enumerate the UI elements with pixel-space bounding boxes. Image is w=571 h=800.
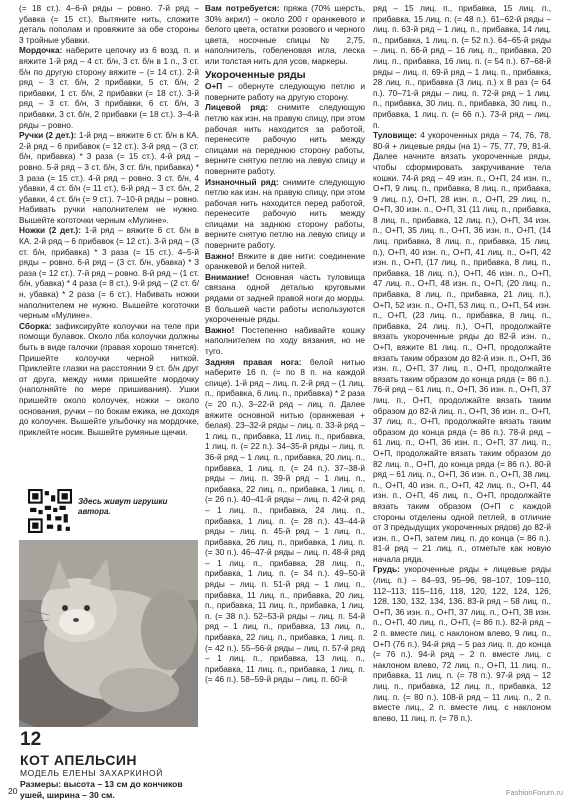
paragraph — [205, 357, 365, 685]
section-heading: Укороченные ряды — [205, 68, 306, 81]
paragraph — [205, 3, 365, 67]
paragraph-text: снимите следующую петлю как изн. на правую спицу, при этом рабочая нить находится за работой, перенесите рабочую нить между спицами на переднюю сторону работы, верните снятую петлю на левую спицу и поверните работу. — [205, 102, 366, 176]
paragraph-text: зафиксируйте колоучки на теле при помощи булавок. Около лба колоучки должны быть в виде галочки (правая хорошо тянется). Пришейте колоучки черной ниткой. Приклейте глазки на расстоянии 9 ст. б/н друг от друга, между ними пришейте мордочку (наполняйте по мере пришивания). Ушки пришейте около колоучек, ножки – около основания, ручки – по бокам ежика, не доходя до колоучек. Вышейте улыбочку на мордочке, приклейте носик. Вышейте румяные щечки. — [19, 320, 199, 437]
paragraph-text: снимите следующую петлю как изн. на правую спицу, при этом рабочая нить находится перед работой, перенесите рабочую нить между спицами на заднюю сторону работы, верните снятую петлю на левую спицу и поверните работу. — [205, 176, 366, 251]
paragraph — [205, 251, 365, 272]
qr-code-icon[interactable] — [28, 489, 72, 533]
paragraph-lead: Вам потребуется: — [205, 3, 280, 13]
paragraph-lead: Ножки (2 дет.): — [19, 225, 81, 236]
paragraph — [205, 325, 365, 357]
paragraph — [373, 130, 551, 564]
paragraph — [373, 564, 551, 723]
paragraph-lead: Внимание! — [205, 271, 250, 282]
paragraph-text: Постепенно набивайте кошку наполнителем по ходу вязания, но не туго. — [205, 324, 365, 356]
paragraph-text: Основная часть туловища связана одной деталью круговыми рядами от задней правой ноги до морды. В большей части работы используются укороченные ряды. — [205, 271, 365, 325]
paragraph-lead: Важно! — [205, 324, 235, 335]
column-left — [19, 3, 199, 437]
paragraph-text: ряд – 15 лиц. п., прибавка, 15 лиц. п., прибавка, 15 лиц. п. (= 48 п.). 61–62-й ряды – лиц. п. 63-й ряд – 1 лиц. п., прибавка, 14 лиц. п., прибавка, 1 лиц. п. (= 52 п.). 64–65-й ряды – лиц. п. 66-й ряд – 16 лиц. п., прибавка, 20 лиц. п., прибавка, 16 лиц. п. (= 54 п.). 67–68-й ряды – лиц. п. 69-й ряд – 1 лиц. п., прибавка, 28 лиц. п., прибавка (3 лиц. п.) x 8 раз (= 64 п.). 70–71-й ряды – лиц. п. 72-й ряд – 1 лиц. п., прибавка, 30 лиц. п., прибавка, 30 лиц. п., прибавка, 1 лиц. п. (= 66 п.). 73-й ряд – лиц. п. — [373, 3, 551, 130]
knitted-cat-photo — [19, 540, 198, 727]
paragraph — [205, 102, 365, 176]
paragraph-text: 1-й ряд – вяжите 6 ст. б/н в КА. 2-й ряд – 6 прибавок (= 12 ст.). 3-й ряд – (3 ст. б/н, прибавка) * 3 раза (= 15 ст.). 4–5-й ряды – ровно. 6-й ряд – (3 ст. б/н, убавка) * 3 раза (= 12 ст.). 7-й ряд – ровно. 8-й ряд – (1 ст. б/н, убавка) * 4 раза (= 8 ст.). 9-й ряд – (2 ст. б/н, убавка) * 2 раза (= 6 ст.). Набивать ножки наполнителем не нужно. Вышейте коготочки черным «Мулине». — [19, 225, 200, 321]
column-right — [373, 3, 551, 723]
paragraph-lead: Сборка: — [19, 320, 52, 331]
pattern-title: КОТ АПЕЛЬСИН — [20, 752, 138, 768]
paragraph-lead: Туловище: — [373, 130, 418, 141]
paragraph — [373, 3, 551, 130]
paragraph-text: 4 укороченных ряда – 74, 76, 78, 80-й + лицевые ряды (на 1) – 75, 77, 79, 81-й. Далее начните вязать укороченные ряды, чтобы сформировать закручивание тела кошки. 74-й ряд – 49 изн. п., О+П, 24 изн. п., О+П, 9 лиц. п., прибавка, 8 лиц. п., прибавка, 9 лиц. п.), О+П, 28 изн. п., О+П, 29 лиц. п., О+П, 30 изн. п., О+П, 31 (11 лиц. п., прибавка, 8 лиц. п., прибавка, 12 лиц. п.), О+П, 34 изн. п., О+П, 35 лиц. п., О+П, 36 изн. п., О+П, (14 лиц. прибавка, 8 лиц. п., прибавка, 15 лиц. п.), О+П, 40 изн. п., О+П, 41 лиц. п., О+П, 42 изн. п., О+П, (17 лиц. п., прибавка, 8 лиц. п., прибавка, 18 лиц. п.), О+П, 46 изн. п., О+П, 47 лиц. п., О+П, 48 изн. п., О+П, (20 лиц. п., прибавка, 8 лиц. п., прибавка, 21 лиц. п.), О+П, 52 изн. п., О+П, 53 лиц. п., О+П, 54 изн. п., О+П, (23 лиц. п., прибавка, 8 лиц. п., прибавка, 24 лиц. п.), О+П, продолжайте вязать укороченные ряды до 82-й изн. п., О+П, вяжите 81 лиц. п., О+П, продолжайте вязать таким образом до 82-й изн. п., О+П, 36 изн. п., О+П, 37 лиц. п., О+П, продолжайте вязать таким образом до конца ряда (= 86 п.). 76-й ряд – 61 лиц. п., О+П, 36 изн. п., О+П, 37 лиц. п., О+П, продолжайте вязать таким образом до 82-й лиц. п., О+П, 36 изн. п., О+П, 37 лиц. п., О+П, продолжайте вязать таким образом до конца ряда (= 86 п.). 78-й ряд – 61 лиц. п., О+П, 36 изн. п., О+П, 37 лиц. п., О+П, продолжайте вязать таким образом до 82 лиц. п., О+П, до конца ряда (= 86 п.). 80-й ряд – 61 лиц. п., О+П, 36 изн. п., О+П, 38 лиц. п., О+П, 40 изн. п., О+П, 42 лиц. п., О+П, 44 изн. п., О+П, 46 лиц. п., О+П, продолжайте вязать таким образом (О+П с каждой стороны отделены одной петлей, в отличие от 3 предыдущих укороченных рядов) до 82-й изн. п., О+П, затем лиц. п. до конца (= 86 п.). 81-й ряд – 21 лиц. п., отметьте как новую начала ряда. — [373, 130, 551, 564]
paragraph — [19, 130, 199, 225]
paragraph-text: белой нитью наберите 16 п. (= по 8 п. на каждой спице). 1-й ряд – лиц. п. 2-й ряд – (1 лиц. п., прибавка, 6 лиц. п., прибавка) * 2 раза (= 20 п.). 3–22-й ряд – лиц. п. Далее вяжите основной нитью (оранжевая + белая). 23–32-й ряды – лиц. п. 33-й ряд – 1 лиц. п., прибавка, 11 лиц. п., прибавка, 1 лиц. п. (= 22 п.). 34–35-й ряды – лиц. п. 36-й ряд – 1 лиц. п., прибавка, 20 лиц. п., прибавка, 1 лиц. п. (= 24 п.). 37–38-й ряды – лиц. п. 39-й ряд – 1 лиц. п., прибавка, 22 лиц. п., прибавка, 1 лиц. п. (= 26 п.). 40–41-й ряды – лиц. п. 42-й ряд – 1 лиц. п., прибавка, 24 лиц. п., прибавка, 1 лиц. п. (= 28 п.). 43–44-й ряды – лиц. п. 45-й ряд – 1 лиц. п., прибавка, 26 лиц. п., прибавка, 1 лиц. п. (= 30 п.). 46–47-й ряды – лиц. п. 48-й ряд – 1 лиц. п., прибавка, 28 лиц. п., прибавка, 1 лиц. п. (= 34 п.). 49–50-й ряды – лиц. п. 51-й ряд – 1 лиц. п., прибавка, 11 лиц. п., прибавка, 20 лиц. п., прибавка, 11 лиц. п., прибавка, 1 лиц. п. (= 38 п.). 52–53-й ряды – лиц. п. 54-й ряд – 1 лиц. п., прибавка, 13 лиц. п., прибавка, 22 лиц. п., прибавка, 1 лиц. п. (= 42 п.). 55–56-й ряды – лиц. п. 57-й ряд – 1 лиц. п., прибавка, 13 лиц. п., прибавка, 11 лиц. п., прибавка, 1 лиц. п. (= 46 п.). 58–59-й ряды – лиц. п. 60-й — [205, 356, 366, 685]
paragraph-lead: О+П — [205, 81, 223, 92]
paragraph-lead: Мордочка: — [19, 45, 63, 56]
paragraph-text: Вяжите в две нити: соединение оранжевой и белой нитей. — [205, 250, 365, 272]
paragraph — [205, 81, 365, 102]
paragraph-lead: Ручки (2 дет.): — [19, 130, 77, 141]
page-number: 20 — [8, 786, 18, 796]
paragraph-lead: Важно! — [205, 250, 235, 261]
paragraph — [205, 177, 365, 251]
paragraph — [205, 272, 365, 325]
paragraph-lead: Задняя правая нога: — [205, 356, 302, 367]
paragraph-lead: Лицевой ряд: — [205, 102, 269, 113]
pattern-sizes: Размеры: высота – 13 см до кончиков ушей, ширина – 30 см. — [20, 779, 183, 800]
qr-caption: Здесь живут игрушки автора. — [78, 497, 168, 516]
paragraph-text: 1-й ряд – вяжите 6 ст. б/н в КА. 2-й ряд – 6 прибавок (= 12 ст.). 3-й ряд – (3 ст. б/н, прибавка) * 3 раза (= 15 ст.). 4-й ряд – ровно. 5-й ряд – 3 ст. б/н, 3 ст. б/н, прибавка) * 3 раза (= 15 ст.). 4-й ряд – ровно. 3 ст. б/н, 4 убавки, 4 ст. б/н (= 11 ст.). 6-й ряд – 3 ст. б/н, 2 убавки, 4 ст. б/н (= 9 ст.). 7–10-й ряды – ровно. Набивать ручки наполнителем не нужно. Вышейте коготочки черным «Мулине». — [19, 130, 199, 225]
column-middle — [205, 3, 365, 685]
paragraph-lead: Грудь: — [373, 564, 400, 575]
paragraph — [19, 3, 199, 45]
paragraph-text: пряжа (70% шерсть, 30% акрил) – около 200 г оранжевого и белого цвета, остатки розового и черного цвета, носочные спицы № 2,75, наполнитель, гобеленовая игла, леска или толстая нить для усов, маркеры. — [205, 3, 365, 66]
paragraph — [19, 225, 199, 320]
paragraph-lead: Изнаночный ряд: — [205, 176, 279, 187]
paragraph-text: (= 18 ст.). 4–6-й ряды – ровно. 7-й ряд – убавка (= 15 ст.). Вытяните нить, сложите деталь пополам и провяжите за обе стороны 3 тройные убавки. — [19, 3, 199, 45]
paragraph — [19, 45, 199, 130]
paragraph-text: наберите цепочку из 6 возд. п. и вяжите 1-й ряд – 4 ст. б/н, 3 ст. б/н в 1 п., 3 ст. б/н по другую сторону вяжите – (= 14 ст.). 2-й ряд – 3 ст. б/н, 2 прибавки, 5 ст. б/н, 2 прибавки, 1 ст. б/н, 2 прибавки (= 18 ст.). 3-й ряд – 3 ст. б/н, 3 прибавки, 6 ст. б/н, 3 прибавки, 3 ст. б/н, 2 прибавки (= 18 ст.). 3–4-й ряды – ровно. — [19, 45, 199, 130]
paragraph-text: укороченные ряды + лицевые ряды (лиц. п.) – 84–93, 95–96, 98–107, 109–110, 112–113, 115–116, 118, 120, 122, 124, 126, 128, 130, 132, 134, 136. 83-й ряд – 58 лиц. п., О+П, 36 изн. п., О+П, 37 лиц. п., О+П, 38 изн. п., О+П, 40 лиц. п., О+П, (= 86 п.). 82-й ряд – 2 п. вместе лиц. с наклоном влево, 9 лиц. п., О+П (76 п.). 94-й ряд – 5 раз лиц. п. до конца (= 76 п.). 94-й ряд – 2 п. вместе лиц. с наклоном влево, 72 лиц. п., О+П, 11 лиц. п., прибавка, 11 лиц. п. (= 78 п.). 97-й ряд – 12 лиц. п., прибавка, 12 лиц. п., прибавка, 12 лиц. п. (= 80 п.). 108-й ряд – 11 лиц. п., 2 п. вместе лиц., 2 п. вместе лиц. с наклоном влево, 11 лиц. п. (= 78 п.). — [373, 564, 551, 723]
pattern-author: МОДЕЛЬ ЕЛЕНЫ ЗАХАРКИНОЙ — [20, 768, 163, 778]
pattern-number: 12 — [20, 729, 42, 750]
paragraph-text: – обернуте следующую петлю и поверните работу на другую сторону. — [205, 81, 365, 102]
paragraph — [19, 321, 199, 438]
watermark: FashionForum.ru — [505, 788, 563, 797]
